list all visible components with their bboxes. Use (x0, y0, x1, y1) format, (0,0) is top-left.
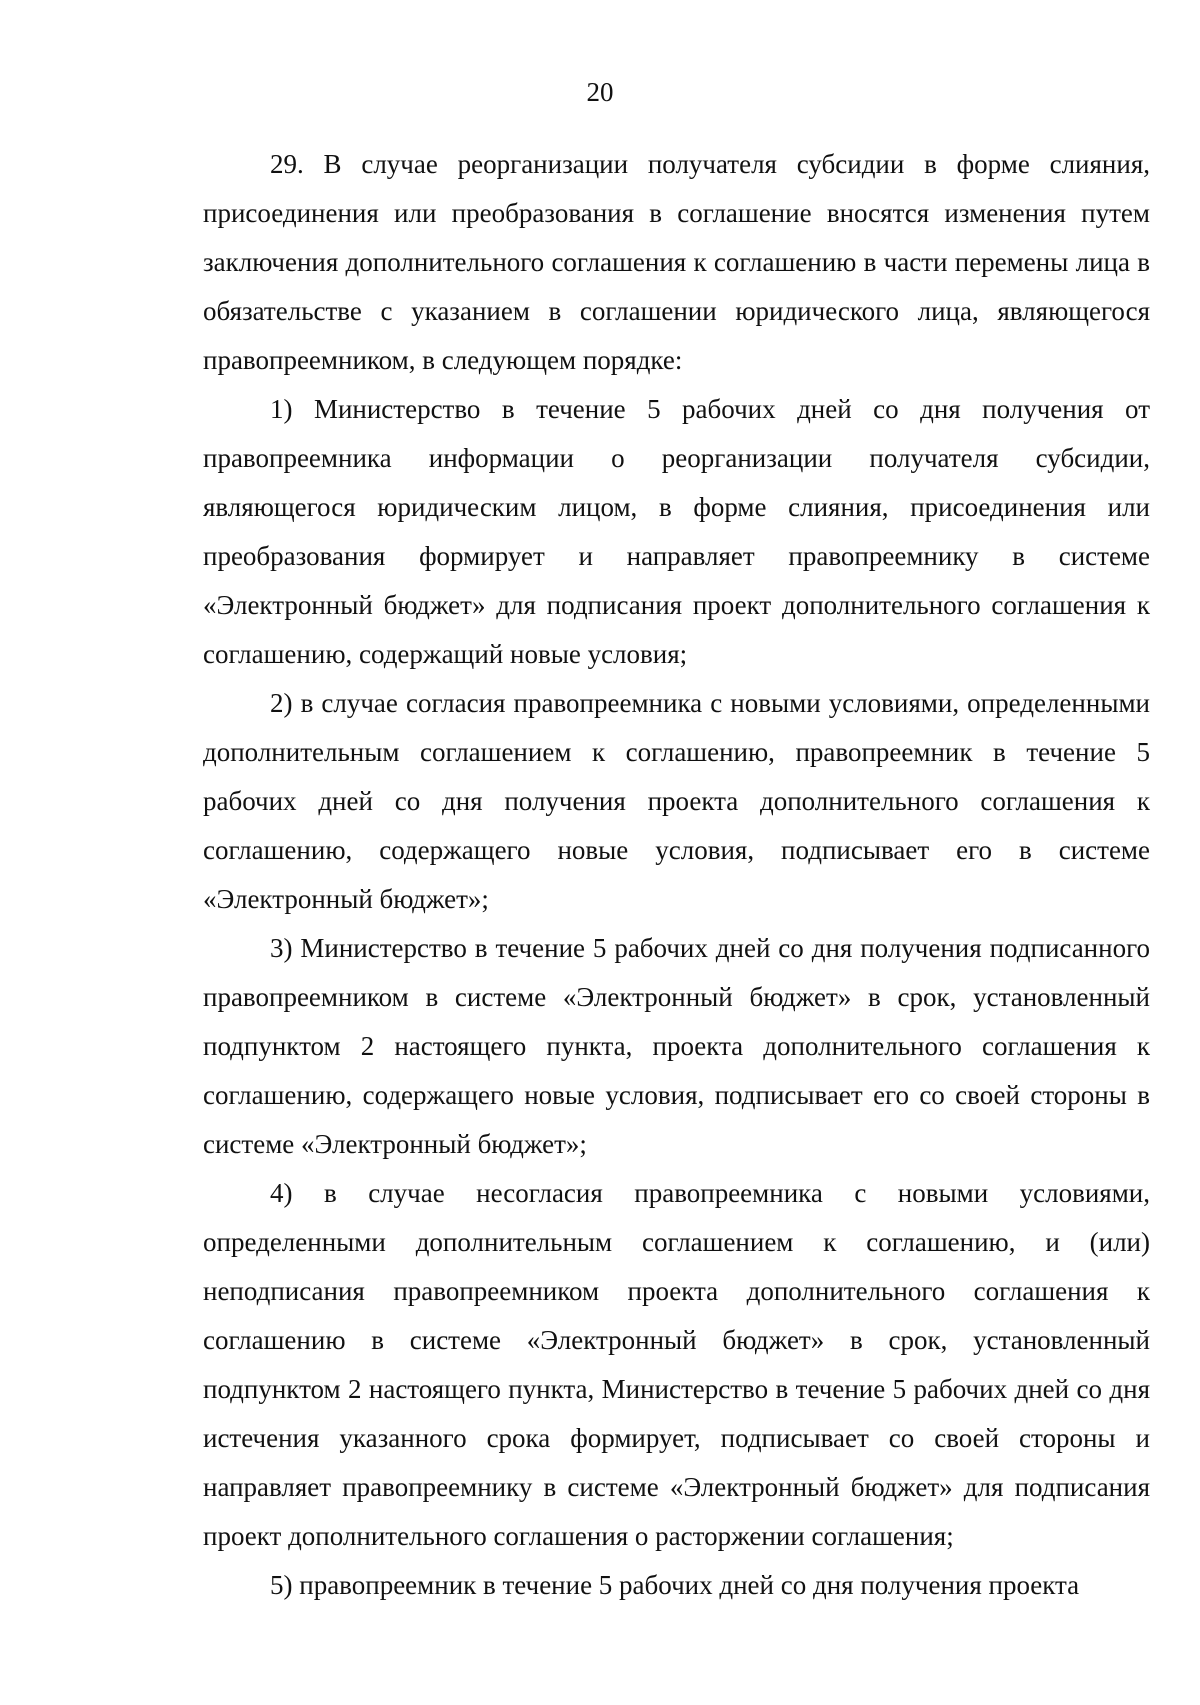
paragraph-subitem-5: 5) правопреемник в течение 5 рабочих дней со дня получения проекта (270, 1570, 1080, 1600)
page-number: 20 (586, 77, 614, 107)
paragraph-subitem-1: 1) Министерство в течение 5 рабочих дней со дня получения от правопреемника информации о реорганизации получателя субсидии, являющегося юридическим лицом, в форме слияния, присоединения или преобразования формирует и направляет правопреемнику в системе «Электронный бюджет» для подписания проект дополнительного соглашения к соглашению, содержащий новые условия; (203, 394, 1150, 669)
paragraph-subitem-4: 4) в случае несогласия правопреемника с новыми условиями, определенными дополнительным соглашением к соглашению, и (или) неподписания правопреемником проекта дополнительного соглашения к соглашению в системе «Электронный бюджет» в срок, установленный подпунктом 2 настоящего пункта, Министерство в течение 5 рабочих дней со дня истечения указанного срока формирует, подписывает со своей стороны и направляет правопреемнику в системе «Электронный бюджет» для подписания проект дополнительного соглашения о расторжении соглашения; (203, 1178, 1150, 1551)
document-body (203, 140, 1150, 1610)
paragraph-29: 29. В случае реорганизации получателя субсидии в форме слияния, присоединения или преобразования в соглашение вносятся изменения путем заключения дополнительного соглашения к соглашению в части перемены лица в обязательстве с указанием в соглашении юридического лица, являющегося правопреемником, в следующем порядке: (203, 149, 1150, 375)
paragraph-subitem-3: 3) Министерство в течение 5 рабочих дней со дня получения подписанного правопреемником в системе «Электронный бюджет» в срок, установленный подпунктом 2 настоящего пункта, проекта дополнительного соглашения к соглашению, содержащего новые условия, подписывает его со своей стороны в системе «Электронный бюджет»; (203, 933, 1150, 1159)
paragraph-subitem-2: 2) в случае согласия правопреемника с новыми условиями, определенными дополнительным соглашением к соглашению, правопреемник в течение 5 рабочих дней со дня получения проекта дополнительного соглашения к соглашению, содержащего новые условия, подписывает его в системе «Электронный бюджет»; (203, 688, 1150, 914)
